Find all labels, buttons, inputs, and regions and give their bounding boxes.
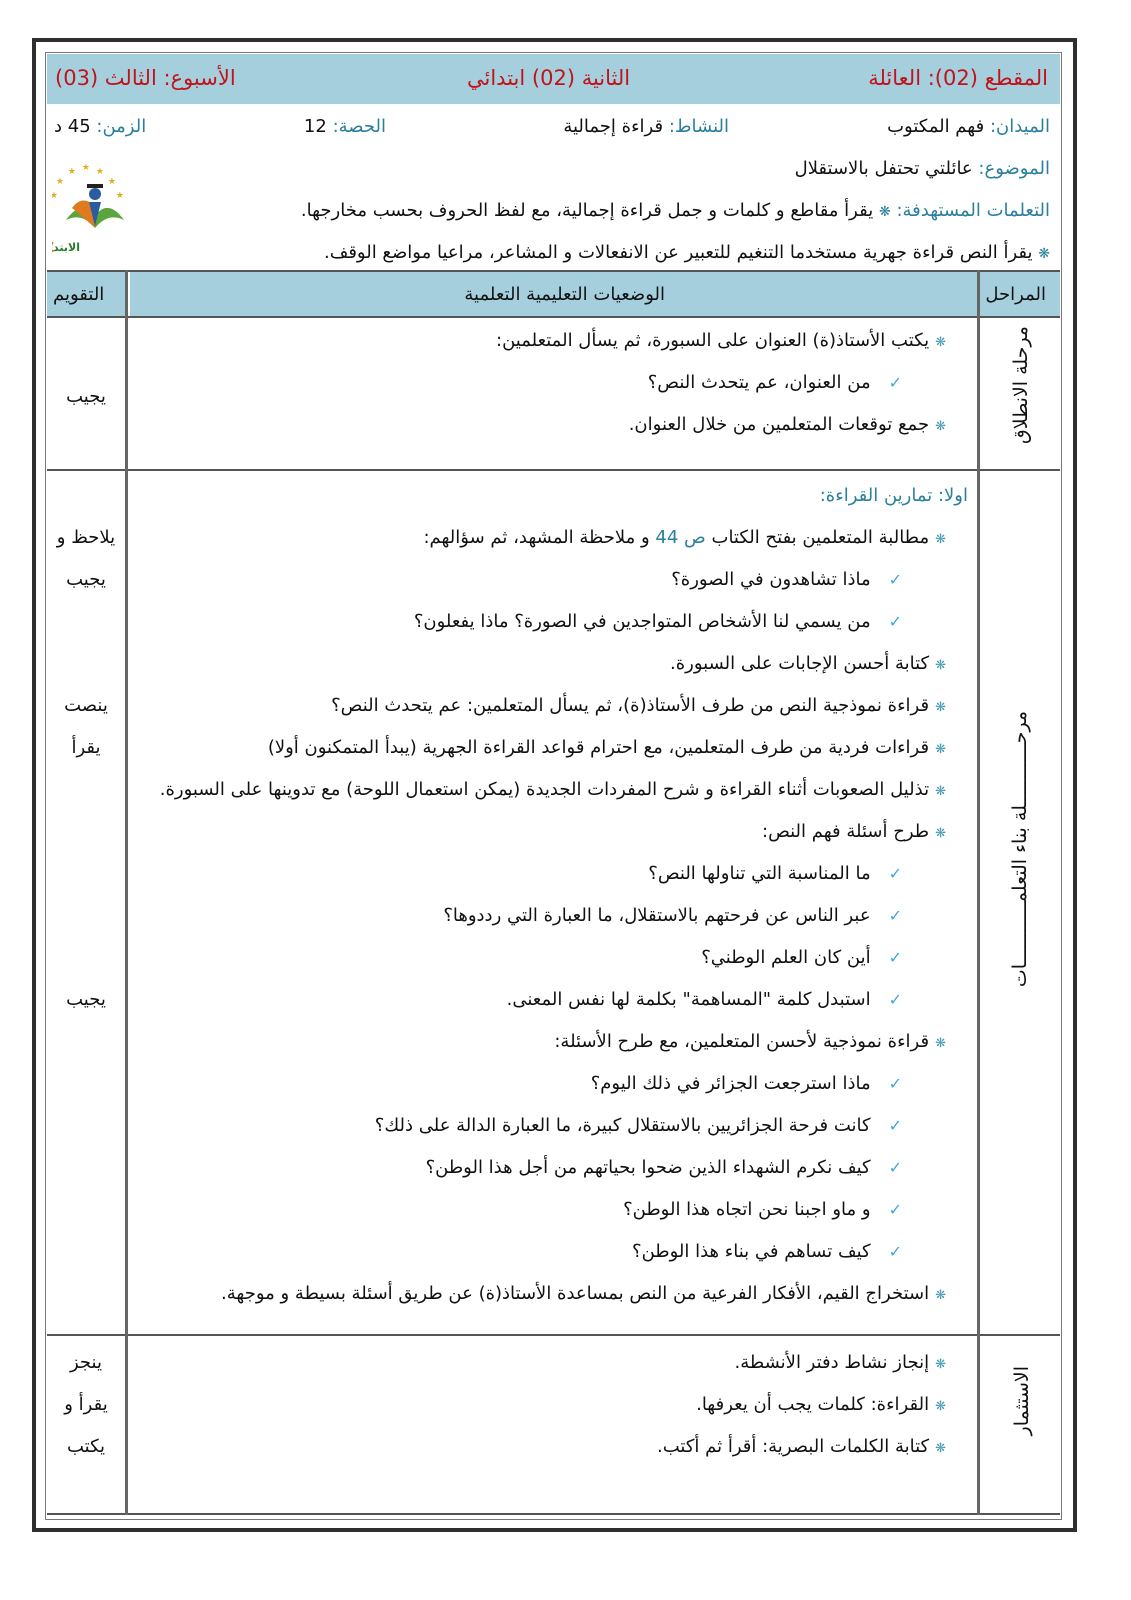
col-header-stages: المراحل: [985, 284, 1046, 305]
build-eval-3: ينصت: [64, 695, 108, 716]
build-line-11: ✓أين كان العلم الوطني؟: [701, 947, 902, 968]
activity-info: النشاط: قراءة إجمالية: [563, 116, 729, 137]
logo-graphic-icon: [52, 158, 138, 258]
check-icon: ✓: [888, 990, 902, 1009]
svg-text:★: ★: [95, 167, 104, 177]
build-line-15: ✓كانت فرحة الجزائريين بالاستقلال كبيرة، ما العبارة الدالة على ذلك؟: [374, 1115, 902, 1136]
col-header-situations: الوضعيات التعليمية التعلمية: [464, 284, 665, 305]
build-line-16: ✓كيف نكرم الشهداء الذين ضحوا بحياتهم من أجل هذا الوطن؟: [425, 1157, 902, 1178]
check-icon: ✓: [888, 864, 902, 883]
check-icon: ✓: [888, 948, 902, 967]
goals-info: التعلمات المستهدفة: ❋ يقرأ مقاطع و كلمات و جمل قراءة إجمالية، مع لفظ الحروف بحسب مخارجها.: [300, 200, 1050, 221]
launch-line-2: ✓من العنوان، عم يتحدث النص؟: [647, 372, 902, 393]
build-line-10: ✓عبر الناس عن فرحتهم بالاستقلال، ما العبارة التي رددوها؟: [443, 905, 902, 926]
svg-text:★: ★: [55, 177, 64, 187]
build-line-13: ❋قراءة نموذجية لأحسن المتعلمين، مع طرح الأسئلة:: [554, 1031, 946, 1052]
build-line-2: ✓ماذا تشاهدون في الصورة؟: [671, 569, 902, 590]
session-info: الحصة: 12: [303, 116, 386, 137]
logo-text: الابتد: [53, 241, 80, 254]
unit-title: المقطع (02): العائلة: [868, 66, 1048, 90]
build-line-7: ❋تذليل الصعوبات أثناء القراءة و شرح المفردات الجديدة (يمكن استعمال اللوحة) مع تدوينها على السبورة.: [159, 779, 946, 800]
launch-eval: يجيب: [66, 386, 106, 407]
launch-line-1: ❋يكتب الأستاذ(ة) العنوان على السبورة، ثم يسأل المتعلمين:: [496, 330, 946, 351]
check-icon: ✓: [888, 906, 902, 925]
invest-line-2: ❋القراءة: كلمات يجب أن يعرفها.: [696, 1394, 946, 1415]
school-logo: [52, 158, 138, 258]
build-eval-1: يلاحظ و: [56, 527, 116, 548]
field-info: الميدان: فهم المكتوب: [887, 116, 1050, 137]
build-line-1: ❋مطالبة المتعلمين بفتح الكتاب ص 44 و ملاحظة المشهد، ثم سؤالهم:: [423, 527, 946, 548]
goal-2: ❋ يقرأ النص قراءة جهرية مستخدما التنغيم للتعبير عن الانفعالات و المشاعر، مراعيا مواضع الوقف.: [323, 242, 1050, 263]
build-line-14: ✓ماذا استرجعت الجزائر في ذلك اليوم؟: [590, 1073, 902, 1094]
build-line-17: ✓و ماو اجبنا نحن اتجاه هذا الوطن؟: [623, 1199, 902, 1220]
build-line-6: ❋قراءات فردية من طرف المتعلمين، مع احترام قواعد القراءة الجهرية (يبدأ المتمكنون أولا): [267, 737, 946, 758]
build-eval-2: يجيب: [66, 569, 106, 590]
level-title: الثانية (02) ابتدائي: [467, 66, 631, 90]
build-line-8: ❋طرح أسئلة فهم النص:: [762, 821, 946, 842]
stage-build: مرحـــــــــــلة بناء التعلمـــــــــــات: [1009, 711, 1031, 988]
check-icon: ✓: [888, 1116, 902, 1135]
week-title: الأسبوع: الثالث (03): [55, 66, 236, 90]
build-line-3: ✓من يسمي لنا الأشخاص المتواجدين في الصورة؟ ماذا يفعلون؟: [413, 611, 902, 632]
invest-line-3: ❋كتابة الكلمات البصرية: أقرأ ثم أكتب.: [657, 1436, 946, 1457]
header-band: [47, 54, 1060, 104]
col-header-eval: التقويم: [53, 284, 105, 305]
build-eval-4: يقرأ: [71, 737, 101, 758]
topic-info: الموضوع: عائلتي تحتفل بالاستقلال: [794, 158, 1050, 179]
check-icon: ✓: [888, 570, 902, 589]
build-eval-5: يجيب: [66, 989, 106, 1010]
check-icon: ✓: [888, 1158, 902, 1177]
check-icon: ✓: [888, 1200, 902, 1219]
svg-text:★: ★: [107, 177, 116, 187]
svg-text:★: ★: [67, 167, 76, 177]
invest-eval-1: ينجز: [70, 1352, 102, 1373]
build-line-19: ❋استخراج القيم، الأفكار الفرعية من النص بمساعدة الأستاذ(ة) عن طريق أسئلة بسيطة و موجهة.: [221, 1283, 946, 1304]
build-line-18: ✓كيف تساهم في بناء هذا الوطن؟: [632, 1241, 902, 1262]
check-icon: ✓: [888, 1074, 902, 1093]
time-info: الزمن: 45 د: [54, 116, 147, 137]
svg-text:★: ★: [115, 191, 124, 201]
build-line-4: ❋كتابة أحسن الإجابات على السبورة.: [670, 653, 946, 674]
check-icon: ✓: [888, 373, 902, 392]
build-line-12: ✓استبدل كلمة "المساهمة" بكلمة لها نفس المعنى.: [506, 989, 902, 1010]
lesson-table: [47, 270, 1060, 1515]
build-title: اولا: تمارين القراءة:: [819, 485, 968, 506]
build-line-5: ❋قراءة نموذجية النص من طرف الأستاذ(ة)، ثم يسأل المتعلمين: عم يتحدث النص؟: [331, 695, 946, 716]
stage-invest: الاستثمار: [1011, 1366, 1033, 1436]
check-icon: ✓: [888, 1242, 902, 1261]
svg-text:★: ★: [52, 191, 58, 201]
svg-text:★: ★: [81, 163, 90, 173]
invest-line-1: ❋إنجاز نشاط دفتر الأنشطة.: [734, 1352, 946, 1373]
invest-eval-3: يكتب: [66, 1436, 106, 1457]
stage-launch: مرحلة الانطلاق: [1010, 326, 1032, 444]
invest-eval-2: يقرأ و: [64, 1394, 108, 1415]
check-icon: ✓: [888, 612, 902, 631]
launch-line-3: ❋جمع توقعات المتعلمين من خلال العنوان.: [628, 414, 946, 435]
build-line-9: ✓ما المناسبة التي تناولها النص؟: [648, 863, 902, 884]
